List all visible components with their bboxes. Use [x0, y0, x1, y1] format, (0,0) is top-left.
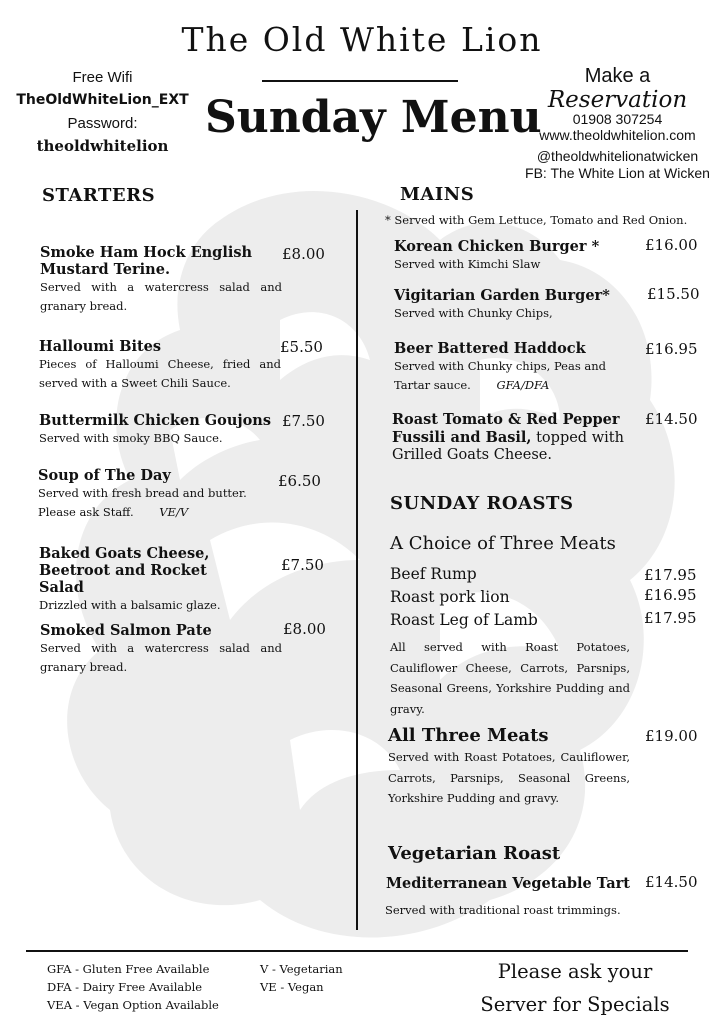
wifi-password: theoldwhitelion	[36, 137, 169, 155]
starter-desc-extra	[38, 503, 278, 522]
veg-desc: Served with traditional roast trimmings.	[385, 903, 621, 917]
veg-heading: Vegetarian Roast	[388, 843, 561, 864]
starter-item	[40, 622, 282, 677]
main-name: Beer Battered Haddock	[394, 340, 586, 357]
wifi-password-label: Password:	[67, 115, 138, 132]
starter-desc: Drizzled with a balsamic glaze.	[39, 598, 221, 612]
all-three-price: £19.00	[645, 727, 698, 745]
column-divider	[356, 210, 358, 930]
restaurant-name: The Old White Lion	[181, 20, 543, 59]
title-divider	[262, 80, 458, 82]
reservation-make-a: Make a	[584, 65, 651, 87]
roast-meat: Roast Leg of Lamb	[390, 611, 538, 629]
main-desc-text: Served with Chunky chips, Peas and Tartar sauce.	[394, 359, 607, 392]
main-desc: Served with Kimchi Slaw	[394, 257, 541, 271]
starter-name: Halloumi Bites	[39, 338, 162, 355]
starter-desc: Served with a watercress salad and granary bread.	[40, 280, 282, 313]
starter-name: Buttermilk Chicken Goujons	[39, 412, 272, 429]
specials-line-1: Please ask your	[497, 960, 653, 983]
main-name: Vigitarian Garden Burger*	[394, 287, 610, 304]
starters-heading: STARTERS	[42, 185, 156, 206]
mains-note: * Served with Gem Lettuce, Tomato and Red Onion.	[385, 213, 688, 227]
main-desc	[394, 357, 614, 395]
roast-meat: Beef Rump	[390, 565, 477, 583]
wifi-network: TheOldWhiteLion_EXT	[16, 92, 189, 108]
choice-desc: All served with Roast Potatoes, Cauliflower Cheese, Carrots, Parsnips, Seasonal Greens, Yorkshire Pudding and gravy.	[390, 640, 630, 716]
all-three-heading: All Three Meats	[388, 725, 549, 746]
starter-item	[38, 467, 278, 522]
starter-item	[39, 412, 279, 448]
starter-desc: Served with a watercress salad and granary bread.	[40, 641, 282, 674]
main-name: Roast Tomato & Red Pepper Fussili and Basil,	[392, 411, 620, 446]
starter-desc: Served with fresh bread and butter.	[38, 486, 247, 500]
wifi-label: Free Wifi	[72, 69, 133, 86]
starter-price: £6.50	[278, 472, 321, 490]
reservation-info	[515, 64, 720, 182]
all-three-desc: Served with Roast Potatoes, Cauliflower, Carrots, Parsnips, Seasonal Greens, Yorkshire Pudding and gravy.	[388, 750, 630, 805]
starter-item	[40, 244, 282, 316]
key-dfa: DFA - Dairy Free Available	[47, 980, 203, 994]
specials-line-2: Server for Specials	[480, 993, 670, 1016]
veg-item: Mediterranean Vegetable Tart	[386, 875, 630, 892]
key-v: V - Vegetarian	[260, 962, 343, 976]
roasts-heading: SUNDAY ROASTS	[390, 493, 574, 514]
starter-item	[39, 338, 281, 393]
reservation-label: Reservation	[547, 87, 688, 113]
diet-tag: VE/V	[159, 505, 189, 519]
wifi-info	[10, 66, 195, 158]
specials-note	[470, 955, 680, 1021]
reservation-website[interactable]: www.theoldwhitelion.com	[539, 127, 696, 143]
starter-desc: Pieces of Halloumi Cheese, fried and served with a Sweet Chili Sauce.	[39, 357, 281, 390]
main-price: £16.95	[645, 340, 698, 358]
reservation-phone[interactable]: 01908 307254	[572, 111, 663, 127]
roast-meat: Roast pork lion	[390, 588, 510, 606]
starter-price: £8.00	[283, 620, 326, 638]
starter-item	[39, 545, 254, 615]
roast-price: £17.95	[644, 609, 697, 627]
diet-tag: GFA/DFA	[496, 378, 550, 392]
roast-price: £17.95	[644, 566, 697, 584]
main-desc: Served with Chunky Chips,	[394, 306, 553, 320]
menu-title: Sunday Menu	[205, 92, 542, 143]
starter-price: £5.50	[280, 338, 323, 356]
key-gfa: GFA - Gluten Free Available	[47, 962, 210, 976]
footer-divider	[26, 950, 688, 952]
diet-key-2	[260, 960, 343, 996]
mains-heading: MAINS	[400, 184, 475, 205]
diet-key	[47, 960, 219, 1014]
veg-price: £14.50	[645, 873, 698, 891]
main-price: £15.50	[647, 285, 700, 303]
roast-price: £16.95	[644, 586, 697, 604]
main-name: Korean Chicken Burger *	[394, 238, 600, 255]
starter-price: £8.00	[282, 245, 325, 263]
key-ve: VE - Vegan	[260, 980, 324, 994]
main-name-rest: topped with Grilled Goats Cheese.	[392, 430, 624, 463]
starter-price: £7.50	[282, 412, 325, 430]
starter-name: Baked Goats Cheese, Beetroot and Rocket Salad	[39, 545, 210, 596]
main-item	[394, 287, 634, 323]
starter-desc2: Please ask Staff.	[38, 505, 134, 519]
starter-desc: Served with smoky BBQ Sauce.	[39, 431, 223, 445]
main-price: £14.50	[645, 410, 698, 428]
starter-name: Smoke Ham Hock English Mustard Terine.	[40, 244, 253, 278]
main-item	[392, 411, 637, 464]
main-price: £16.00	[645, 236, 698, 254]
main-item	[394, 340, 614, 395]
key-vea: VEA - Vegan Option Available	[47, 998, 219, 1012]
choice-heading: A Choice of Three Meats	[390, 533, 616, 554]
main-item	[394, 238, 634, 274]
starter-name: Smoked Salmon Pate	[40, 622, 212, 639]
starter-name: Soup of The Day	[38, 467, 171, 484]
reservation-instagram: @theoldwhitelionatwicken	[536, 148, 699, 164]
reservation-facebook: FB: The White Lion at Wicken	[525, 165, 710, 181]
starter-price: £7.50	[281, 556, 324, 574]
